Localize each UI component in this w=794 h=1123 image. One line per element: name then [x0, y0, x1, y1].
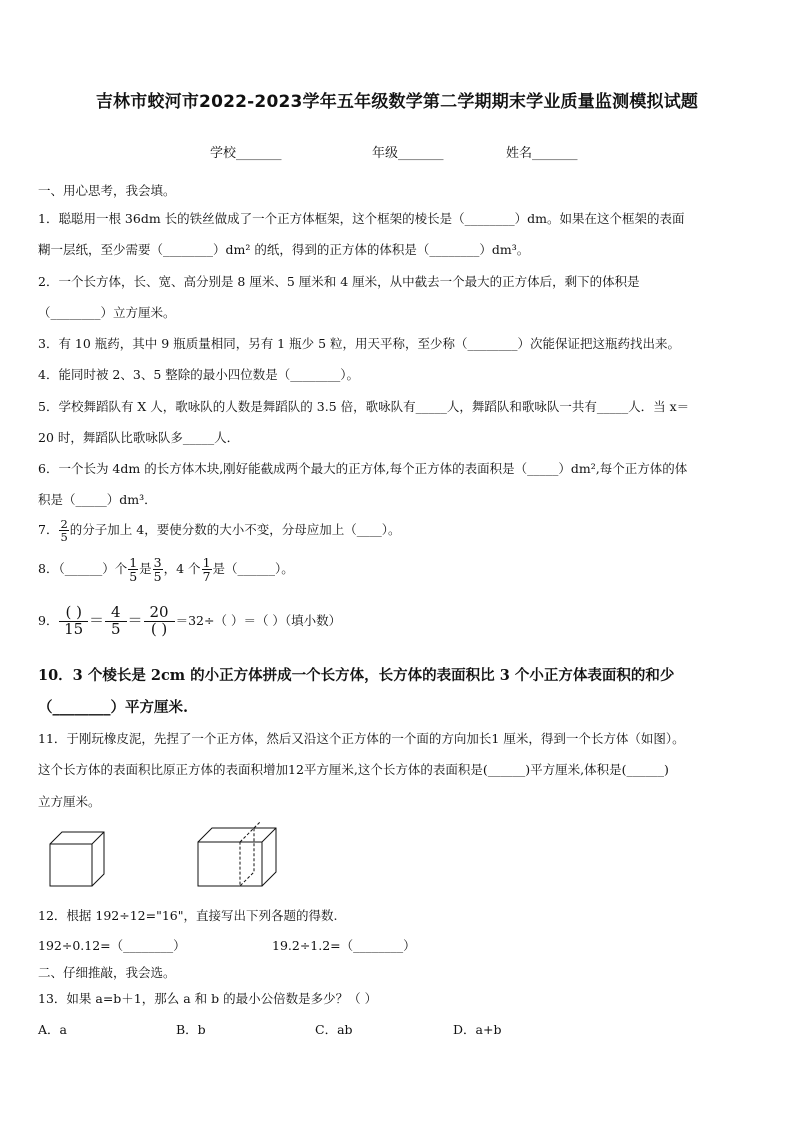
q9-f3-denominator: ( ) [150, 619, 168, 638]
q9-f2-denominator: 5 [110, 619, 121, 638]
section-2-heading: 二、仔细推敲，我会选。 [38, 965, 176, 980]
cube-front-face [50, 844, 92, 886]
q8-f2-numerator: 3 [153, 555, 162, 570]
section-1-heading: 一、用心思考，我会填。 [38, 183, 176, 198]
q10-line-2: （________）平方厘米. [38, 699, 189, 716]
q9-fraction-2 [105, 605, 127, 638]
q7-fraction-numerator: 2 [60, 517, 68, 531]
q2-line-1: 2．一个长方体，长、宽、高分别是 8 厘米、5 厘米和 4 厘米，从中截去一个最大的正方体后，剩下的体积是 [38, 274, 640, 289]
q9-f2-numerator: 4 [105, 605, 127, 622]
q8-f3-denominator: 7 [202, 569, 211, 585]
school-field[interactable]: 学校_______ [210, 146, 282, 161]
q7-fraction-denominator: 5 [60, 530, 68, 545]
q8-part-b: 是 [139, 561, 152, 577]
grade-field[interactable]: 年级_______ [372, 146, 444, 161]
q12-answer-b: 19.2÷1.2=（________） [272, 938, 416, 953]
cube-top-edge [92, 832, 104, 844]
q8-f2-denominator: 5 [153, 569, 162, 585]
q11-line-2: 这个长方体的表面积比原正方体的表面积增加12平方厘米,这个长方体的表面积是(______)平方厘米,体积是(______) [38, 762, 669, 777]
q8-part-d: 是（______）。 [212, 561, 294, 577]
q11-line-1: 11．于刚玩橡皮泥，先捏了一个正方体，然后又沿这个正方体的一个面的方向加长1 厘米，得到一个长方体（如图）。 [38, 731, 685, 746]
q7-prefix: 7． [38, 522, 59, 538]
q11-line-3: 立方厘米。 [38, 794, 101, 809]
q8-part-c: ，4 个 [163, 561, 201, 577]
q9-suffix: ＝32÷（ ）＝（ ）（填小数） [175, 612, 342, 628]
q8-fraction-2 [153, 556, 163, 583]
q13-option-a[interactable]: A．a [38, 1022, 67, 1037]
cuboid-figure [188, 818, 288, 890]
q9-prefix: 9． [38, 612, 59, 628]
q1-line-2: 糊一层纸，至少需要（________）dm² 的纸，得到的正方体的体积是（________）dm³。 [38, 242, 530, 257]
q7-body: 的分子加上 4，要使分数的大小不变，分母应加上（____）。 [69, 522, 401, 538]
q3-text: 3．有 10 瓶药，其中 9 瓶质量相同，另有 1 瓶少 5 粒，用天平称，至少称（________）次能保证把这瓶药找出来。 [38, 336, 681, 351]
q9-equals-1: ＝ [88, 610, 104, 629]
q5-line-2: 20 时，舞蹈队比歌咏队多_____人． [38, 430, 240, 445]
q9-f1-numerator: ( ) [59, 605, 87, 622]
q9-fraction-3 [144, 605, 175, 638]
q12-answer-a: 192÷0.12=（________） [38, 938, 186, 953]
q8-f3-numerator: 1 [202, 555, 211, 570]
q4-text: 4．能同时被 2、3、5 整除的最小四位数是（________）。 [38, 367, 360, 382]
page-title: 吉林市蛟河市2022-2023学年五年级数学第二学期期末学业质量监测模拟试题 [95, 92, 699, 112]
q8-text [38, 556, 294, 583]
q8-fraction-1 [128, 556, 138, 583]
q5-line-1: 5．学校舞蹈队有 X 人，歌咏队的人数是舞蹈队的 3.5 倍，歌咏队有_____人，舞蹈队和歌咏队一共有_____人．当 x＝ [38, 399, 690, 414]
cuboid-top-edge [262, 828, 276, 842]
cuboid-front-face [198, 842, 262, 886]
q7-text [38, 518, 400, 543]
q6-line-1: 6．一个长为 4dm 的长方体木块,刚好能截成两个最大的正方体,每个正方体的表面积是（_____）dm²,每个正方体的体 [38, 461, 688, 476]
q9-fraction-1 [59, 605, 87, 638]
cube-figure [40, 820, 120, 890]
q8-f1-numerator: 1 [129, 555, 138, 570]
q10-line-1: 10．3 个棱长是 2cm 的小正方体拼成一个长方体，长方体的表面积比 3 个小正方体表面积的和少 [38, 667, 675, 684]
cuboid-dashed-divider [240, 828, 254, 886]
cuboid-dashed-extension [254, 822, 260, 828]
q8-fraction-3 [202, 556, 212, 583]
q2-line-2: （________）立方厘米。 [38, 305, 176, 320]
q12-line-1: 12．根据 192÷12="16"，直接写出下列各题的得数. [38, 908, 338, 923]
q8-part-a: 8．（______）个 [38, 561, 128, 577]
q9-f3-numerator: 20 [144, 605, 175, 622]
q1-line-1: 1．聪聪用一根 36dm 长的铁丝做成了一个正方体框架，这个框架的棱长是（________）dm。如果在这个框架的表面 [38, 211, 685, 226]
q6-line-2: 积是（_____）dm³． [38, 492, 157, 507]
q13-option-b[interactable]: B．b [176, 1022, 206, 1037]
q7-fraction [59, 518, 68, 543]
q9-text [38, 605, 341, 638]
q13-option-d[interactable]: D．a+b [453, 1022, 502, 1037]
name-field[interactable]: 姓名_______ [506, 146, 578, 161]
q8-f1-denominator: 5 [129, 569, 138, 585]
q13-option-c[interactable]: C．ab [315, 1022, 353, 1037]
q13-stem: 13．如果 a=b＋1，那么 a 和 b 的最小公倍数是多少？（ ） [38, 991, 378, 1006]
q9-f1-denominator: 15 [64, 619, 84, 638]
cuboid-back-edges [198, 828, 276, 886]
q9-equals-2: ＝ [127, 610, 143, 629]
